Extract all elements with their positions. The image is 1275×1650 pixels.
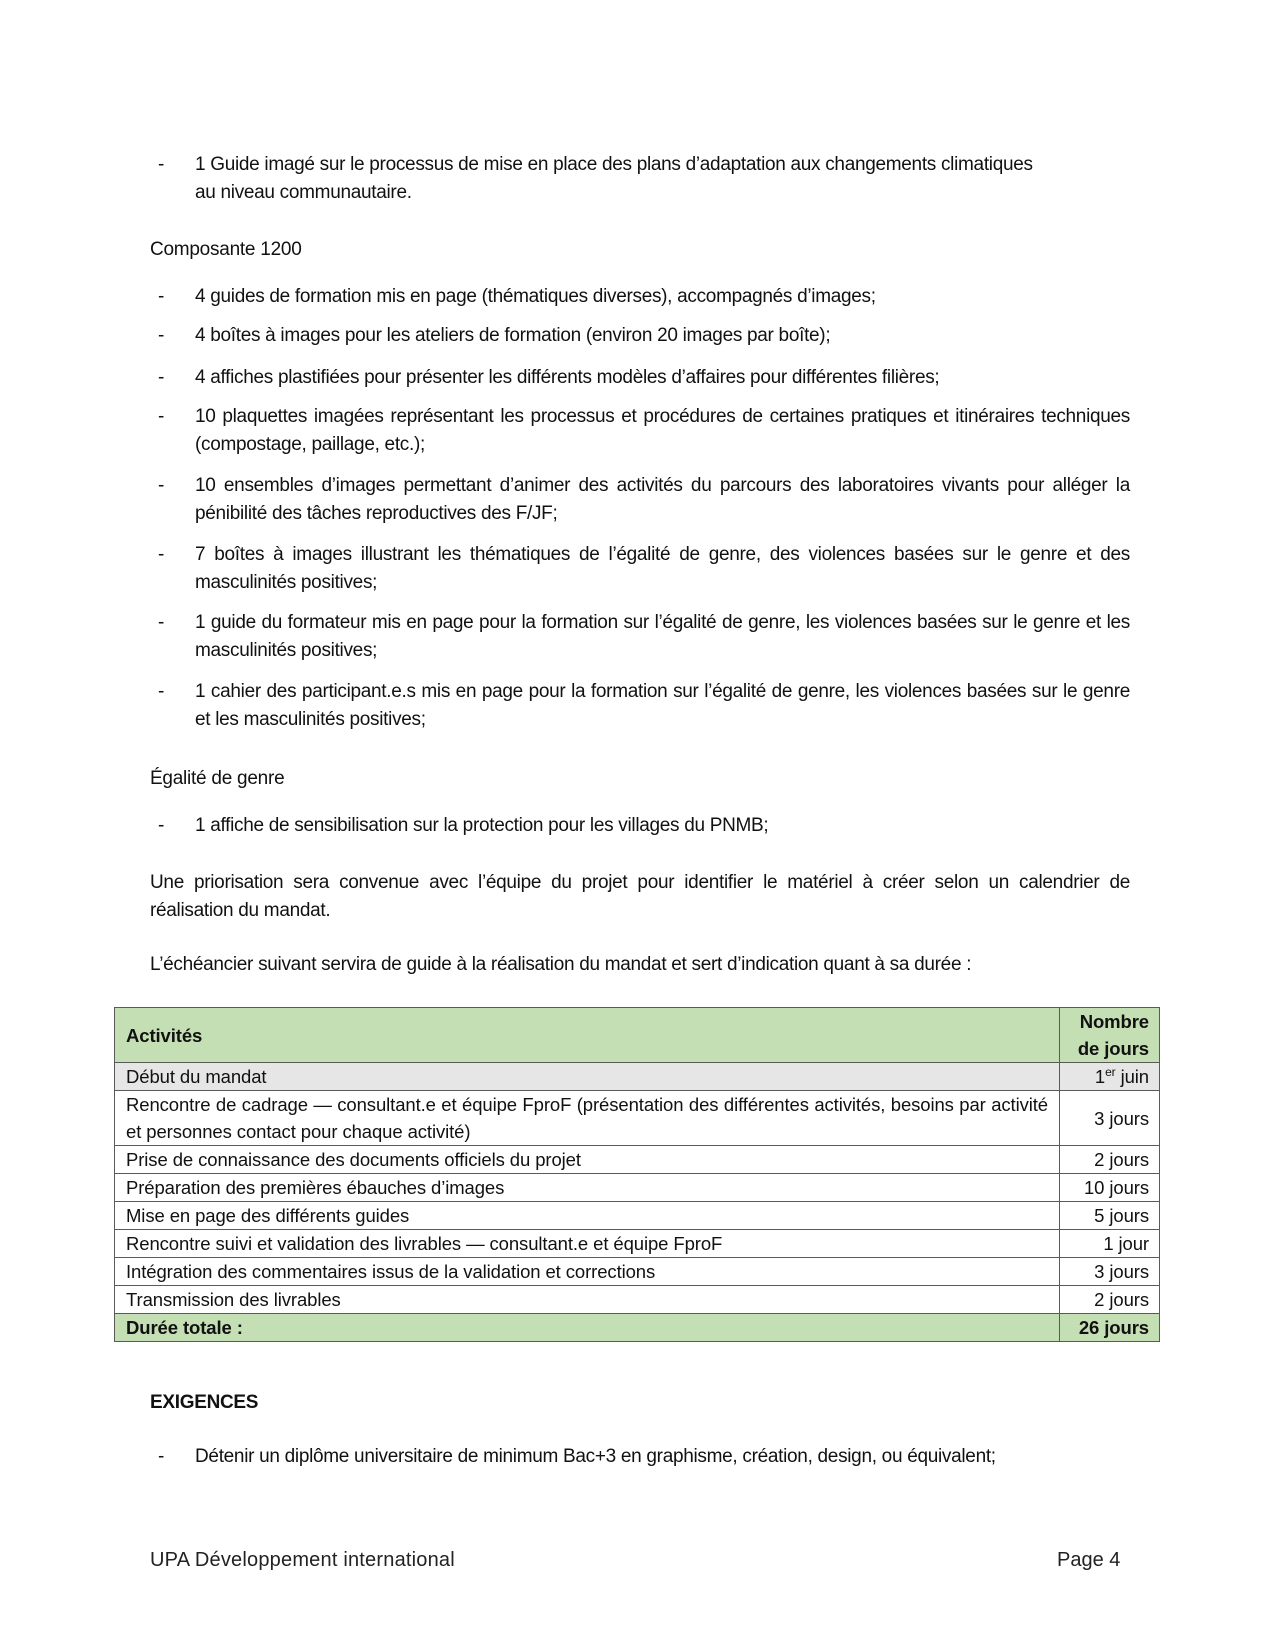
- bullet-dash: -: [158, 1446, 165, 1467]
- list-item: 7 boîtes à images illustrant les thématiques de l’égalité de genre, des violences basées sur le genre et des masculinités positives;: [195, 544, 1130, 593]
- days-cell-number: 1: [1094, 1066, 1106, 1087]
- section-title-composante-1200: Composante 1200: [150, 239, 302, 260]
- list-item: 1 affiche de sensibilisation sur la protection pour les villages du PNMB;: [195, 815, 769, 836]
- table-row: [115, 1230, 1160, 1258]
- bullet-dash: -: [158, 544, 165, 565]
- days-cell: 5 jours: [1060, 1202, 1160, 1230]
- bullet-dash: -: [158, 475, 165, 496]
- days-cell-superscript: er: [1105, 1065, 1116, 1079]
- schedule-table: [114, 1007, 1160, 1342]
- column-header-activities: Activités: [115, 1008, 1060, 1063]
- footer-organization: UPA Développement international: [150, 1549, 455, 1571]
- bullet-dash: -: [158, 325, 165, 346]
- column-header-days: [1060, 1008, 1160, 1063]
- section-title-egalite-genre: Égalité de genre: [150, 768, 285, 789]
- column-header-days-line2: de jours: [1077, 1038, 1149, 1059]
- activity-cell: Mise en page des différents guides: [115, 1202, 1060, 1230]
- table-row: [115, 1091, 1160, 1146]
- days-cell: [1060, 1063, 1160, 1091]
- list-item: 4 affiches plastifiées pour présenter les différents modèles d’affaires pour différentes filières;: [195, 367, 940, 388]
- activity-cell: Transmission des livrables: [115, 1286, 1060, 1314]
- days-cell: 10 jours: [1060, 1174, 1160, 1202]
- days-cell: 3 jours: [1060, 1091, 1160, 1146]
- days-cell-month: juin: [1115, 1066, 1149, 1087]
- days-cell: 2 jours: [1060, 1146, 1160, 1174]
- activity-cell: Rencontre de cadrage — consultant.e et équipe FproF (présentation des différentes activités, besoins par activité et personnes contact pour chaque activité): [115, 1091, 1060, 1146]
- table-row: [115, 1174, 1160, 1202]
- total-days: 26 jours: [1060, 1314, 1160, 1342]
- section-heading-exigences: EXIGENCES: [150, 1392, 259, 1413]
- total-label: Durée totale :: [115, 1314, 1060, 1342]
- table-row: [115, 1286, 1160, 1314]
- table-row: [115, 1063, 1160, 1091]
- activity-cell: Intégration des commentaires issus de la validation et corrections: [115, 1258, 1060, 1286]
- footer-page-number: Page 4: [1057, 1549, 1121, 1571]
- bullet-dash: -: [158, 815, 165, 836]
- paragraph-priorisation: Une priorisation sera convenue avec l’équipe du projet pour identifier le matériel à créer selon un calendrier de réalisation du mandat.: [150, 872, 1130, 921]
- list-item: 1 cahier des participant.e.s mis en page pour la formation sur l’égalité de genre, les violences basées sur le genre et les masculinités positives;: [195, 681, 1130, 730]
- paragraph-echeancier: L’échéancier suivant servira de guide à la réalisation du mandat et sert d’indication quant à sa durée :: [150, 954, 972, 975]
- table-total-row: [115, 1314, 1160, 1342]
- days-cell: 2 jours: [1060, 1286, 1160, 1314]
- activity-cell: Rencontre suivi et validation des livrables — consultant.e et équipe FproF: [115, 1230, 1060, 1258]
- list-item-line: au niveau communautaire.: [195, 182, 412, 203]
- activity-cell: Prise de connaissance des documents officiels du projet: [115, 1146, 1060, 1174]
- bullet-dash: -: [158, 154, 165, 175]
- table-header-row: [115, 1008, 1160, 1063]
- activity-cell: Préparation des premières ébauches d’images: [115, 1174, 1060, 1202]
- list-item: Détenir un diplôme universitaire de minimum Bac+3 en graphisme, création, design, ou équivalent;: [195, 1446, 996, 1467]
- bullet-dash: -: [158, 681, 165, 702]
- table-row: [115, 1202, 1160, 1230]
- table-row: [115, 1258, 1160, 1286]
- list-item: [195, 151, 1130, 207]
- list-item: 1 guide du formateur mis en page pour la formation sur l’égalité de genre, les violences basées sur le genre et les masculinités positives;: [195, 612, 1130, 661]
- activity-cell: Début du mandat: [115, 1063, 1060, 1091]
- days-cell: 1 jour: [1060, 1230, 1160, 1258]
- list-item: 10 ensembles d’images permettant d’animer des activités du parcours des laboratoires vivants pour alléger la pénibilité des tâches reproductives des F/JF;: [195, 475, 1130, 524]
- bullet-dash: -: [158, 286, 165, 307]
- bullet-dash: -: [158, 612, 165, 633]
- column-header-days-line1: Nombre: [1079, 1011, 1149, 1032]
- list-item-line: 1 Guide imagé sur le processus de mise en place des plans d’adaptation aux changements climatiques: [195, 154, 1033, 175]
- list-item: 10 plaquettes imagées représentant les processus et procédures de certaines pratiques et itinéraires techniques (compostage, paillage, etc.);: [195, 406, 1130, 455]
- list-item: 4 boîtes à images pour les ateliers de formation (environ 20 images par boîte);: [195, 325, 831, 346]
- bullet-dash: -: [158, 406, 165, 427]
- list-item: 4 guides de formation mis en page (thématiques diverses), accompagnés d’images;: [195, 286, 876, 307]
- table-row: [115, 1146, 1160, 1174]
- bullet-dash: -: [158, 367, 165, 388]
- days-cell: 3 jours: [1060, 1258, 1160, 1286]
